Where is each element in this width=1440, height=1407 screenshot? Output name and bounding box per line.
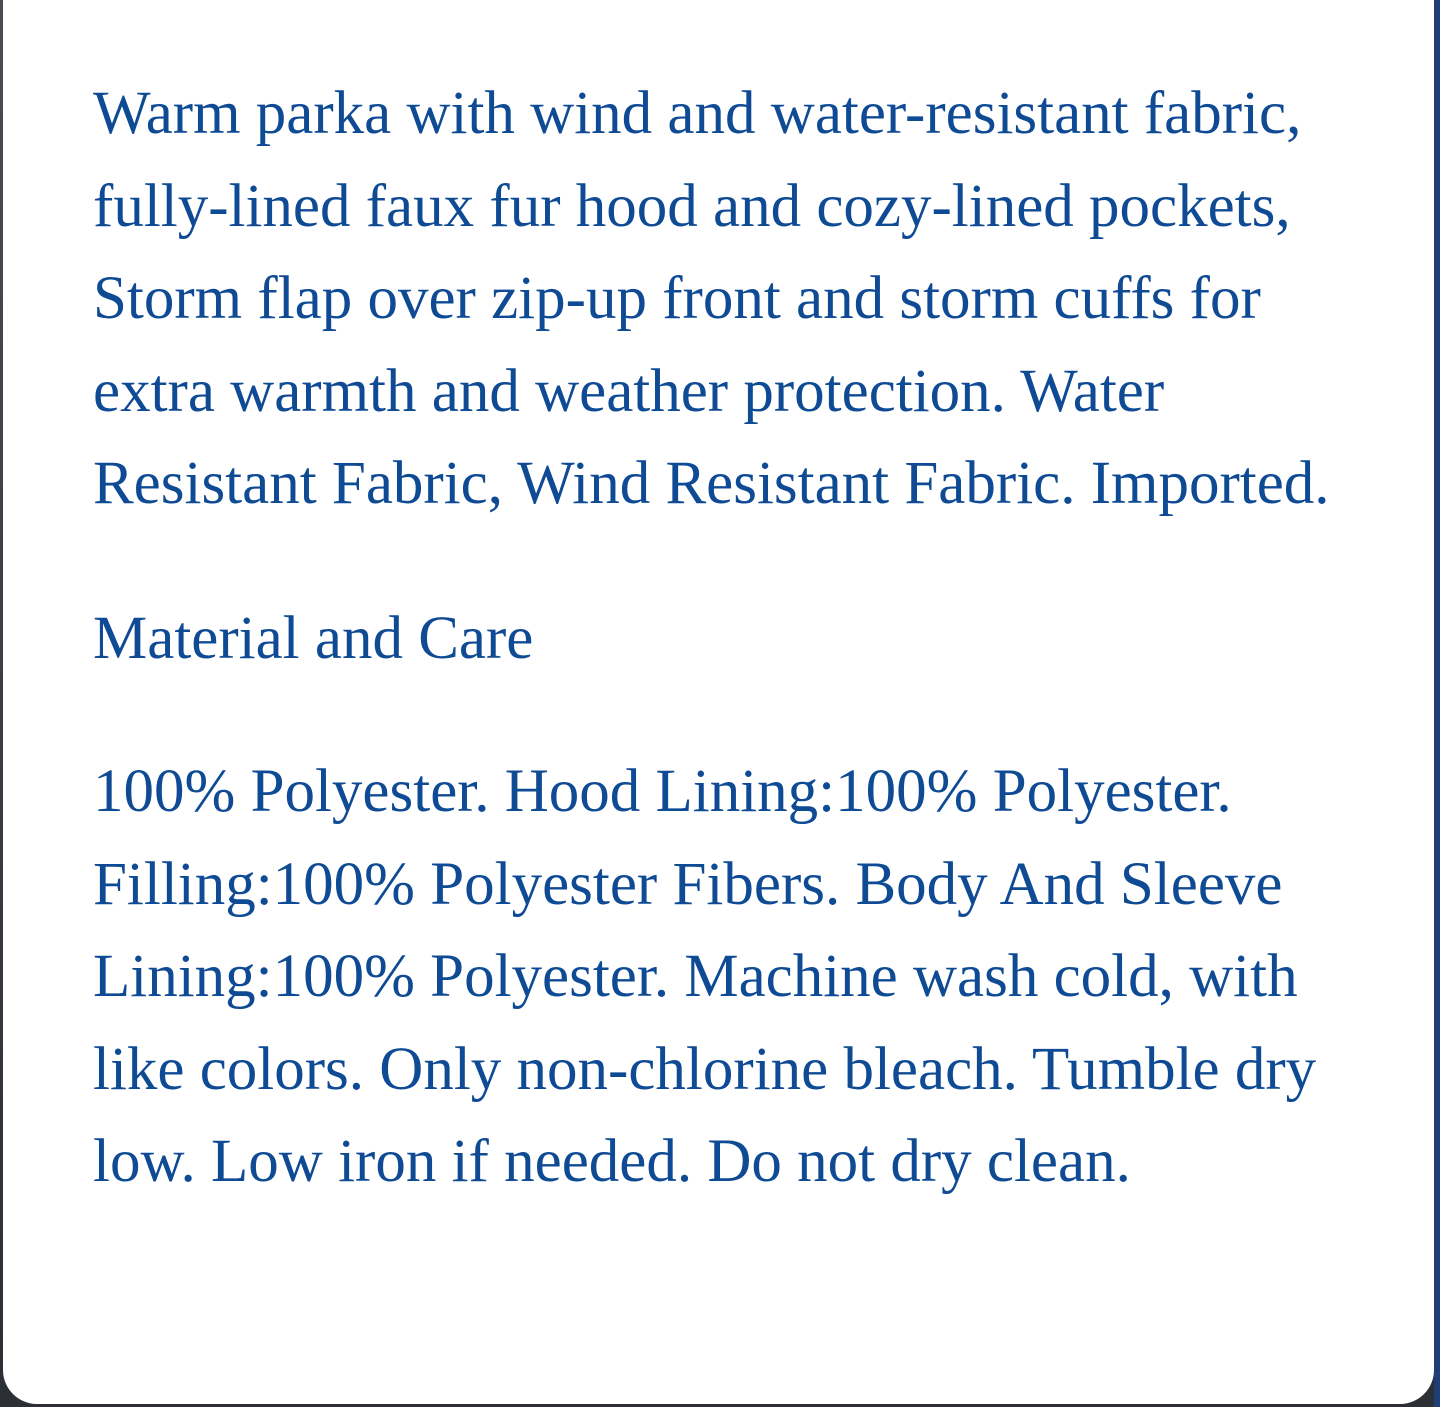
product-description: Warm parka with wind and water-resistant fabric, fully-lined faux fur hood and cozy-lined pockets, Storm flap over zip-up front and storm cuffs for extra warmth and weather protection. Water Resistant Fabric, Wind Resistant Fabric. Imported.	[93, 80, 1330, 517]
backdrop-edge	[1434, 0, 1440, 1407]
product-details-content	[93, 68, 1383, 1209]
spacer	[93, 531, 1383, 593]
material-care-text: 100% Polyester. Hood Lining:100% Polyester. Filling:100% Polyester Fibers. Body And Sleeve Lining:100% Polyester. Machine wash cold, with like colors. Only non-chlorine bleach. Tumble dry low. Low iron if needed. Do not dry clean.	[93, 758, 1317, 1195]
spacer	[93, 685, 1383, 746]
material-care-heading: Material and Care	[93, 604, 534, 672]
product-details-panel[interactable]	[3, 0, 1434, 1404]
